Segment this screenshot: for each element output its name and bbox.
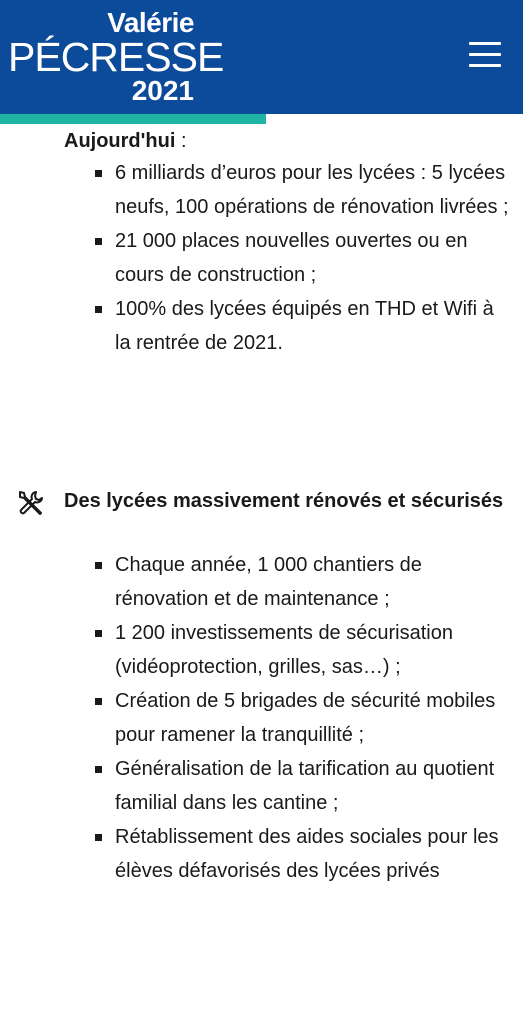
- site-header: [0, 0, 523, 114]
- list-item: [95, 156, 510, 224]
- list-item: [95, 292, 510, 360]
- tools-icon: [16, 488, 46, 518]
- list-item-text: 6 milliards d’euros pour les lycées : 5 lycées neufs, 100 opérations de rénovation livrées ;: [115, 162, 509, 218]
- list-item-text: Chaque année, 1 000 chantiers de rénovation et de maintenance ;: [115, 554, 422, 610]
- list-item: [95, 548, 510, 616]
- bullet-square-icon: [95, 766, 102, 773]
- bullet-square-icon: [95, 562, 102, 569]
- today-list: [95, 156, 510, 360]
- bullet-square-icon: [95, 306, 102, 313]
- list-item-text: Généralisation de la tarification au quotient familial dans les cantine ;: [115, 758, 495, 814]
- logo-year: 2021: [131, 75, 194, 106]
- today-label-suffix: :: [175, 130, 187, 152]
- today-label: Aujourd'hui: [64, 130, 176, 152]
- list-item-text: 21 000 places nouvelles ouvertes ou en cours de construction ;: [115, 230, 468, 286]
- campaign-logo[interactable]: [8, 7, 224, 106]
- bullet-square-icon: [95, 630, 102, 637]
- section-title: Des lycées massivement rénovés et sécurisés: [64, 490, 504, 512]
- logo-first-name: Valérie: [107, 7, 194, 38]
- list-item-text: Création de 5 brigades de sécurité mobiles pour ramener la tranquillité ;: [115, 690, 496, 746]
- logo-last-name: PÉCRESSE: [8, 34, 224, 80]
- list-item: [95, 224, 510, 292]
- list-item-text: 1 200 investissements de sécurisation (vidéoprotection, grilles, sas…) ;: [115, 622, 453, 678]
- hamburger-icon[interactable]: [469, 42, 501, 68]
- bullet-square-icon: [95, 698, 102, 705]
- bullet-square-icon: [95, 834, 102, 841]
- today-heading: [64, 126, 187, 156]
- list-item-text: 100% des lycées équipés en THD et Wifi à la rentrée de 2021.: [115, 298, 494, 354]
- renovation-list: [95, 548, 510, 888]
- list-item: [95, 820, 510, 888]
- list-item: [95, 616, 510, 684]
- list-item-text: Rétablissement des aides sociales pour les élèves défavorisés des lycées privés: [115, 826, 499, 882]
- list-item: [95, 684, 510, 752]
- list-item: [95, 752, 510, 820]
- header-accent-bar: [0, 114, 266, 124]
- bullet-square-icon: [95, 170, 102, 177]
- bullet-square-icon: [95, 238, 102, 245]
